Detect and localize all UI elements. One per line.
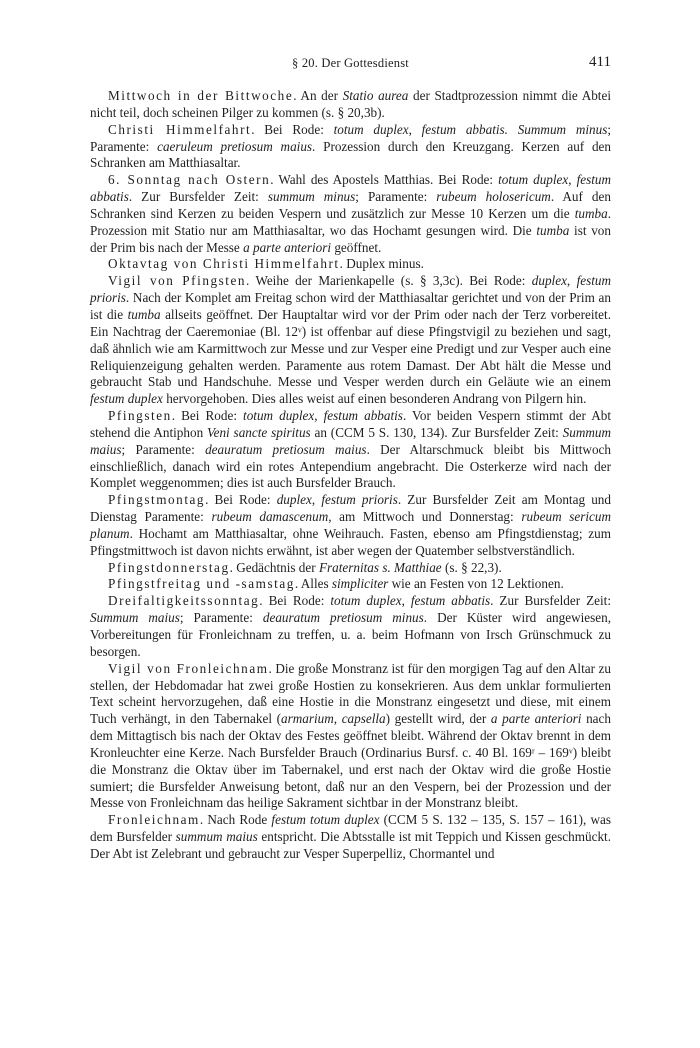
- paragraph: [90, 593, 611, 660]
- paragraph: [90, 661, 611, 813]
- text-run: . Der Küster wird angewiesen, Vorbereitungen für Fronleichnam zu treffen, u. a. beim Hofmann von Irsch Grünschmuck zu besorgen.: [90, 610, 612, 659]
- italic-term: rubeum sericum planum: [90, 509, 611, 541]
- italic-term: summum minus: [267, 189, 356, 205]
- italic-term: duplex: [531, 273, 567, 289]
- text-run: . Bei Rode:: [205, 492, 277, 508]
- text-run: ,: [333, 711, 342, 727]
- italic-term: tumba: [536, 222, 570, 238]
- italic-term: festum totum duplex: [271, 812, 380, 828]
- italic-term: festum abbatis: [90, 172, 611, 205]
- text-run: entspricht. Die Abtsstalle ist mit Teppich und Kissen geschmückt. Der Abt ist Zelebrant und gebraucht zur Vesper Superpelliz, Chormantel und: [90, 829, 611, 861]
- paragraph: [90, 576, 611, 593]
- italic-term: Veni sancte spiritus: [207, 424, 311, 440]
- italic-term: totum duplex: [243, 408, 315, 424]
- text-run: . Hochamt am Matthiasaltar, ohne Weihrauch. Fasten, ebenso am Pfingstdienstag; zum Pfingstmittwoch ist davon nichts erwähnt, ist aber wegen der Quatember selbstverständlich.: [90, 525, 611, 558]
- text-run: ,: [568, 172, 577, 188]
- text-run: . Auf den Schranken sind Kerzen zu beiden Vespern und zusätzlich zur Messe 10 Kerzen um die: [90, 189, 611, 221]
- italic-term: deauratum pretiosum maius: [205, 441, 367, 457]
- feast-heading: 6. Sonntag nach Ostern: [108, 172, 271, 188]
- text-run: . Bei Rode:: [259, 593, 331, 609]
- feast-heading: Dreifaltigkeitssonntag: [108, 593, 260, 609]
- body-text: [90, 88, 611, 863]
- text-run: ; Paramente:: [179, 610, 263, 626]
- feast-heading: Vigil von Pfingsten: [108, 273, 247, 289]
- italic-term: tumba: [574, 205, 608, 221]
- italic-term: totum duplex: [330, 593, 402, 609]
- italic-term: festum duplex: [90, 391, 163, 407]
- text-run: allseits geöffnet. Der Hauptaltar wird vor der Prim oder nach der Terz vorbereitet. Ein Nachtrag der Caeremoniae (Bl. 12ᵛ) ist offenbar auf diese Pfingstvigil zu beziehen und sagt, daß ähnlich wie am Karmittwoch zur Messe und zur Vesper eine Predigt und zur Vesper auch eine Reliquienzeigung gehalten werden. Paramente aus rotem Damast. Der Abt hält die Messe und gebraucht Stab und Handschuhe. Messe und Vesper werden durch ein Geläute wie an einem: [90, 306, 611, 390]
- text-run: . Der Altarschmuck bleibt bis Mittwoch einschließlich, danach wird ein rotes Antependium angebracht. Die Osterkerze wird nach der Komplet weggenommen; dies ist auch Bursfelder Brauch.: [90, 441, 612, 491]
- text-run: ; Paramente:: [355, 189, 437, 205]
- feast-heading: Vigil von Fronleichnam: [108, 660, 269, 676]
- text-run: . An der: [293, 88, 343, 103]
- text-run: hervorgehoben. Dies alles weist auf einen besonderen Andrang von Pilgern hin.: [162, 391, 587, 407]
- text-run: . Die große Monstranz ist für den morgigen Tag auf den Altar zu stellen, der Hebdomadar hat zwei große Hostien zu konsekrieren. Aus dem unklar formulierten Text scheint hervorzugehen, daß eine Hostie in die Monstranz eingesetzt und diese, mit einem Tuch verhängt, in den Tabernakel (: [90, 660, 611, 727]
- italic-term: totum duplex: [333, 121, 409, 137]
- italic-term: a parte anteriori: [490, 711, 582, 727]
- text-run: . Bei Rode:: [171, 408, 244, 424]
- text-run: wie an Festen von 12 Lektionen.: [388, 576, 564, 592]
- feast-heading: Christi Himmelfahrt: [108, 121, 252, 137]
- feast-heading: Pfingstdonnerstag: [108, 559, 230, 575]
- italic-term: Fraternitas s. Matthiae: [318, 559, 442, 575]
- feast-heading: Pfingsten: [108, 408, 172, 424]
- text-run: ,: [401, 593, 411, 609]
- text-run: . Prozession mit Statio nur am Matthiasaltar, wo das Hochamt gesungen wird. Die: [90, 205, 611, 238]
- text-run: . Nach der Komplet am Freitag schon wird der Matthiasaltar gerichtet und von der Prim an ist die: [90, 290, 611, 322]
- italic-term: Statio aurea: [342, 88, 409, 103]
- italic-term: a parte anteriori: [243, 239, 332, 255]
- italic-term: simpliciter: [331, 576, 389, 592]
- italic-term: festum abbatis. Summum minus: [421, 121, 608, 137]
- paragraph: [90, 812, 611, 863]
- text-run: nach dem Mittagtisch bis nach der Oktav des Festes geöffnet bleibt. Während der Oktav brennt in dem Kronleuchter eine Kerze. Nach Bursfelder Brauch (Ordinarius Bursf. c. 40 Bl. 169ʳ – 169ᵛ) bleibt die Monstranz die Oktav über im Tabernakel, und erst nach der Oktav wird die große Hostie sumiert; die Bursfelder Anweisung betont, daß nur an den Vespern, bei der Prozession und der Messe von Fronleichnam das heilige Sakrament sichtbar in der Monstranz bleibt.: [90, 711, 611, 811]
- text-run: ; Paramente:: [90, 121, 612, 154]
- text-run: (CCM 5 S. 132 – 135, S. 157 – 161), was dem Bursfelder: [90, 812, 612, 845]
- text-run: . Zur Bursfelder Zeit:: [128, 189, 268, 205]
- paragraph: [90, 256, 611, 273]
- text-run: ,: [311, 492, 322, 508]
- feast-heading: Pfingstmontag: [108, 492, 206, 508]
- text-run: . Vor beiden Vespern stimmt der Abt stehend die Antiphon: [90, 408, 611, 440]
- italic-term: deauratum pretiosum minus: [262, 610, 424, 626]
- running-header: [90, 56, 611, 76]
- text-run: . Bei Rode:: [251, 121, 334, 137]
- paragraph: [90, 273, 611, 408]
- italic-term: duplex: [276, 492, 312, 508]
- paragraph: [90, 172, 611, 256]
- text-run: . Weihe der Marienkapelle (s. § 3,3c). Bei Rode:: [246, 273, 532, 289]
- italic-term: summum maius: [175, 829, 258, 845]
- text-run: . Prozession durch den Kreuzgang. Kerzen auf den Schranken am Matthiasaltar.: [90, 138, 611, 171]
- italic-term: Summum maius: [90, 424, 611, 457]
- paragraph: [90, 408, 611, 492]
- text-run: (s. § 22,3).: [441, 559, 502, 575]
- paragraph: [90, 122, 611, 173]
- feast-heading: Pfingstfreitag und -samstag: [108, 576, 295, 592]
- text-run: . Gedächtnis der: [229, 559, 319, 575]
- paragraph: [90, 492, 611, 559]
- text-run: . Wahl des Apostels Matthias. Bei Rode:: [270, 172, 499, 188]
- text-run: ; Paramente:: [121, 441, 206, 457]
- text-run: . Zur Bursfelder Zeit am Montag und Dienstag Paramente:: [90, 492, 611, 525]
- feast-heading: Oktavtag von Christi Himmelfahrt: [108, 256, 340, 272]
- text-run: . Nach Rode: [199, 812, 272, 828]
- text-run: ,: [566, 273, 577, 289]
- text-run: . Zur Bursfelder Zeit:: [490, 593, 612, 609]
- feast-heading: Mittwoch in der Bittwoche: [108, 88, 294, 103]
- text-run: , am Mittwoch und Donnerstag:: [328, 509, 522, 525]
- text-run: an (CCM 5 S. 130, 134). Zur Bursfelder Zeit:: [310, 424, 563, 440]
- italic-term: rubeum holosericum: [436, 189, 551, 205]
- text-run: der Stadtprozession nimmt die Abtei nicht teil, doch scheinen Pilger zu kommen (s. § 20,3b).: [90, 88, 611, 120]
- text-run: ist von der Prim bis nach der Messe: [90, 222, 611, 255]
- italic-term: festum prioris: [321, 492, 398, 508]
- italic-term: caeruleum pretiosum maius: [157, 138, 313, 154]
- italic-term: festum abbatis: [410, 593, 491, 609]
- italic-term: festum prioris: [90, 273, 611, 306]
- italic-term: tumba: [127, 306, 161, 322]
- italic-term: rubeum damascenum: [211, 509, 329, 525]
- text-run: geöffnet.: [331, 239, 382, 255]
- paragraph: [90, 560, 611, 577]
- italic-term: capsella: [341, 711, 386, 727]
- italic-term: festum abbatis: [323, 408, 403, 424]
- italic-term: Summum maius: [90, 610, 180, 626]
- italic-term: armarium: [281, 711, 334, 727]
- italic-term: totum duplex: [498, 172, 569, 188]
- running-title: § 20. Der Gottesdienst: [292, 56, 409, 70]
- text-run: ,: [408, 121, 422, 137]
- feast-heading: Fronleichnam: [108, 812, 200, 828]
- text-run: . Duplex minus.: [339, 256, 424, 272]
- paragraph: [90, 88, 611, 122]
- text-run: ) gestellt wird, der: [385, 711, 491, 727]
- text-run: . Alles: [294, 576, 332, 592]
- text-run: ,: [314, 408, 324, 424]
- page-number: 411: [589, 54, 611, 70]
